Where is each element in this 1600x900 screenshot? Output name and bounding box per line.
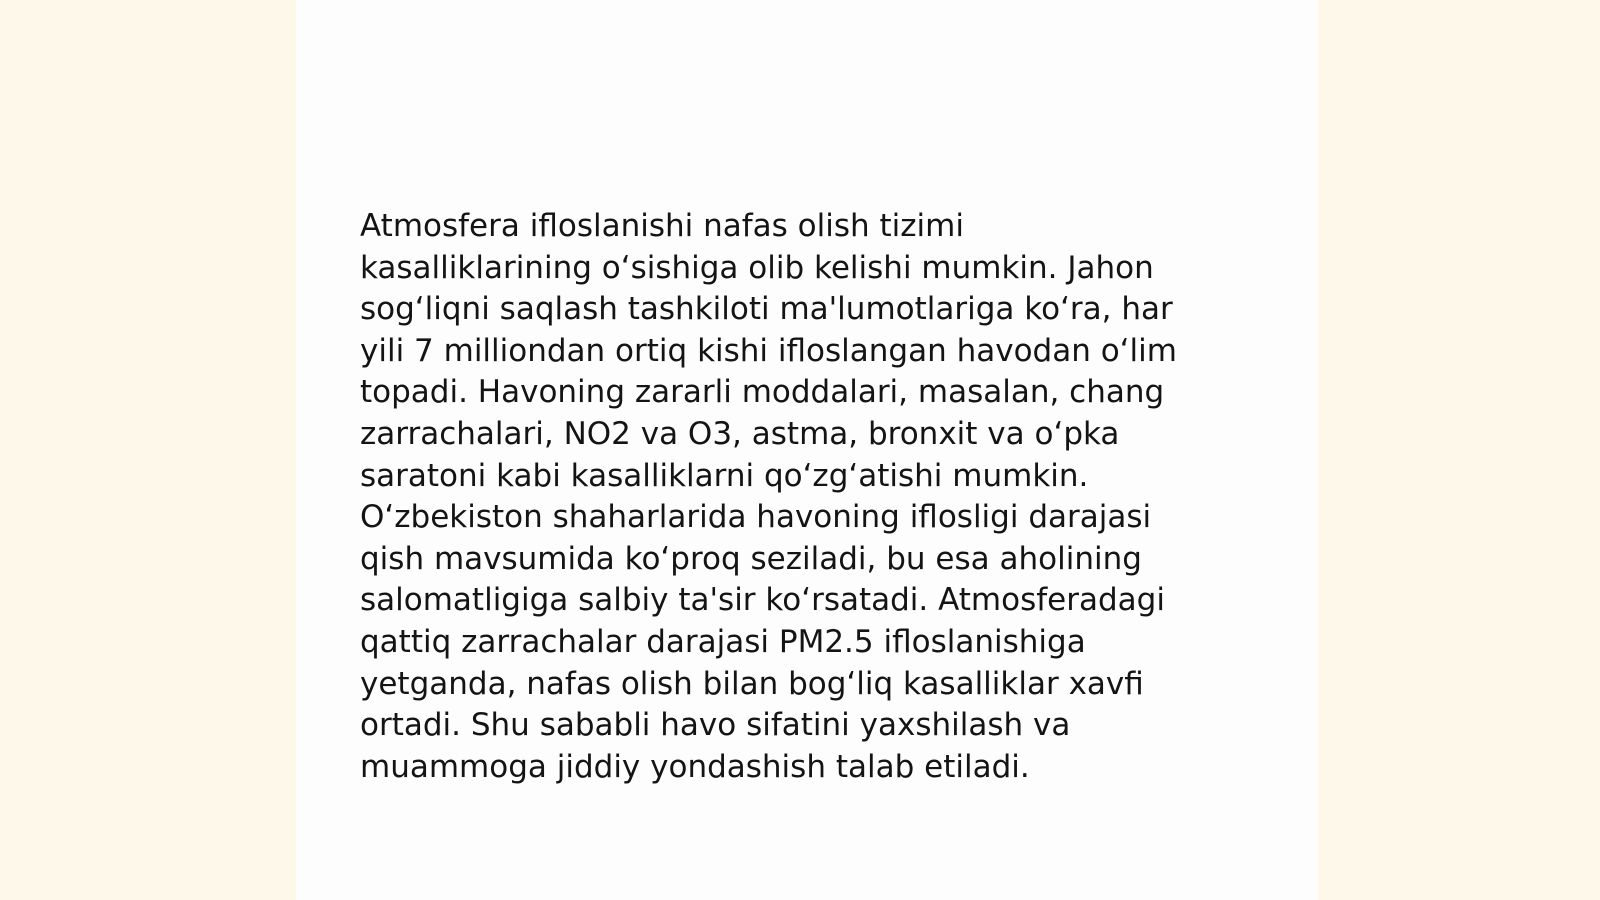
paragraph-line: yili 7 milliondan ortiq kishi ifloslangan havodan oʻlim [360, 332, 1177, 369]
paragraph-line: topadi. Havoning zararli moddalari, masalan, chang [360, 374, 1165, 411]
paragraph-line: Oʻzbekiston shaharlarida havoning iflosligi darajasi [360, 499, 1152, 536]
paragraph-line: yetganda, nafas olish bilan bogʻliq kasalliklar xavfi [360, 665, 1144, 702]
paragraph-line: saratoni kabi kasalliklarni qoʻzgʻatishi mumkin. [360, 457, 1089, 494]
paragraph-line: muammoga jiddiy yondashish talab etiladi. [360, 748, 1030, 785]
paragraph-line: kasalliklarining oʻsishiga olib kelishi mumkin. Jahon [360, 249, 1154, 286]
paragraph-line: sogʻliqni saqlash tashkiloti ma'lumotlariga koʻra, har [360, 291, 1173, 328]
paragraph-line: zarrachalari, NO2 va O3, astma, bronxit va oʻpka [360, 415, 1120, 452]
paragraph-line: salomatligiga salbiy ta'sir koʻrsatadi. Atmosferadagi [360, 582, 1165, 619]
paragraph-line: qish mavsumida koʻproq seziladi, bu esa aholining [360, 540, 1142, 577]
body-paragraph [360, 206, 1230, 788]
paragraph-line: Atmosfera ifloslanishi nafas olish tizimi [360, 208, 964, 244]
document-page [296, 0, 1318, 900]
paragraph-line: qattiq zarrachalar darajasi PM2.5 ifloslanishiga [360, 623, 1086, 660]
paragraph-line: ortadi. Shu sababli havo sifatini yaxshilash va [360, 707, 1071, 744]
